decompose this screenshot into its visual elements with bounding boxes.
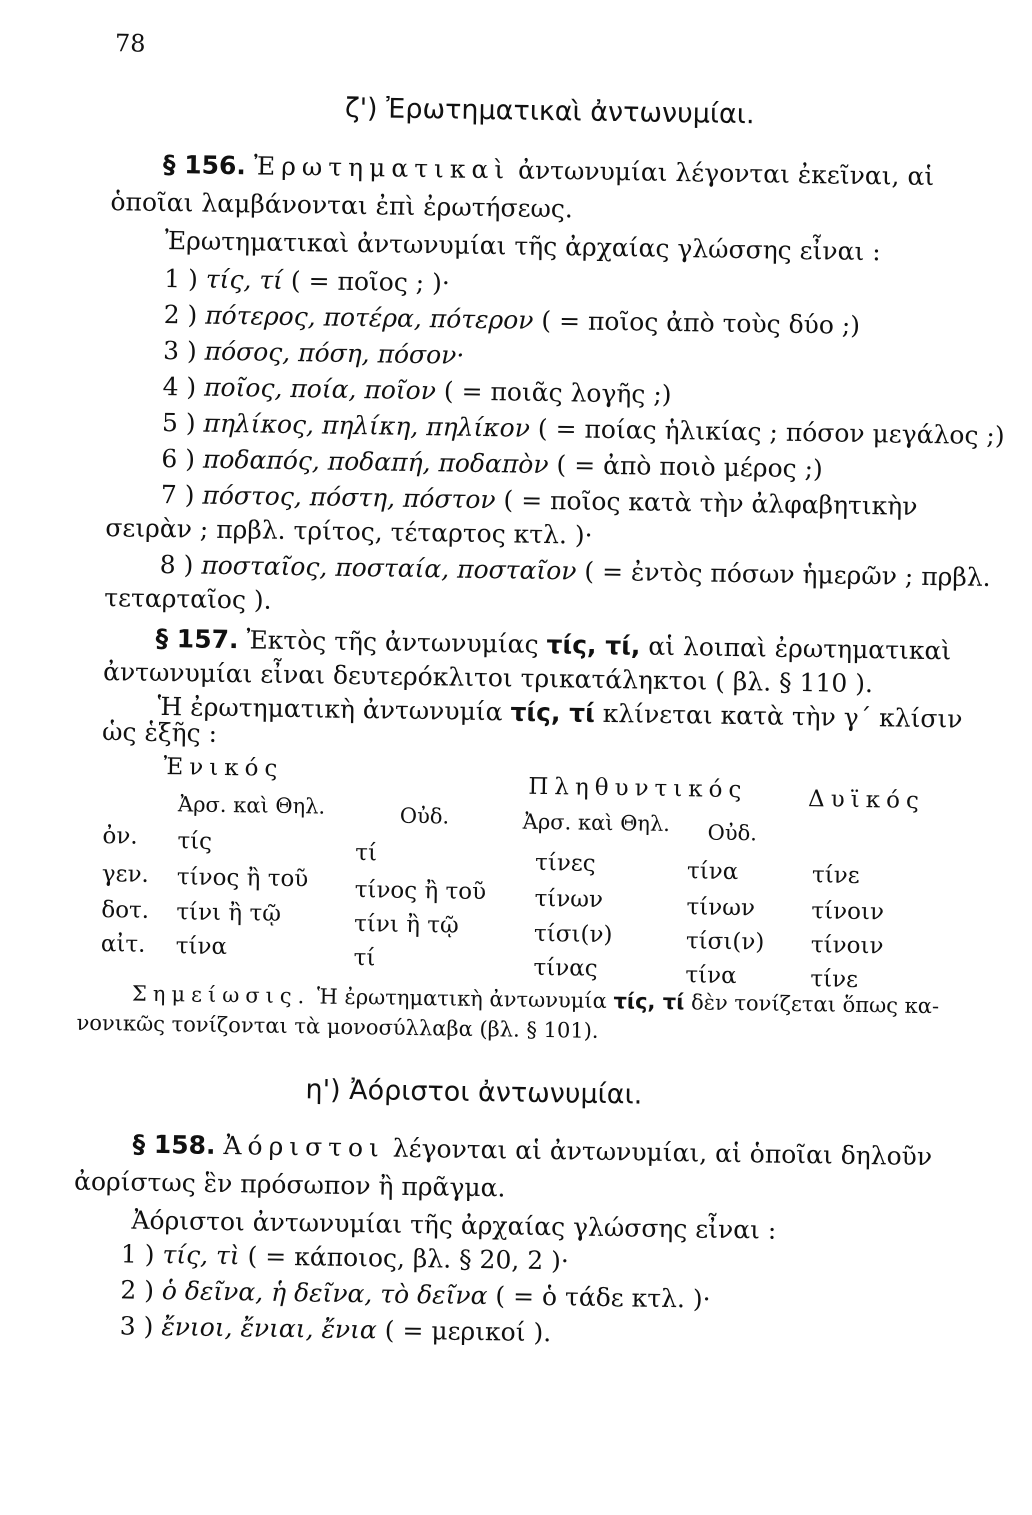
table-subheader-n-sg: Οὐδ. xyxy=(399,803,450,829)
list-item xyxy=(164,264,450,297)
table-cell: τί xyxy=(355,840,378,867)
item-gloss: ( = ἀπὸ ποιὸ μέρος ;) xyxy=(556,450,823,484)
item-number: 5 ) xyxy=(161,407,196,438)
case-label: ὀν. xyxy=(102,823,138,850)
list-item xyxy=(121,1239,569,1275)
item-number: 6 ) xyxy=(161,443,196,474)
paragraph-157-line2: ἀντωνυμίαι εἶναι δευτερόκλιτοι τρικατάληκτοι ( βλ. § 110 ). xyxy=(102,657,874,699)
table-cell: τίνων xyxy=(534,885,604,913)
item-forms: ποσταῖος, ποσταία, ποσταῖον xyxy=(201,550,577,586)
bold-term: τίς, τί, xyxy=(546,630,641,661)
case-label: αἰτ. xyxy=(100,931,146,958)
item-gloss: ( = ποίας ἡλικίας ; πόσον μεγάλος ;) xyxy=(537,413,1005,451)
table-header-plural: Πληθυντικός xyxy=(528,773,748,804)
table-cell: τίνος ἢ τοῦ xyxy=(176,864,309,893)
item-forms: πόστος, πόστη, πόστον xyxy=(202,480,496,515)
item-forms: πότερος, ποτέρα, πότερον xyxy=(205,300,534,335)
item-gloss: ( = ποῖος ἀπὸ τοὺς δύο ;) xyxy=(541,305,861,340)
paragraph-156-line2: ὁποῖαι λαμβάνονται ἐπὶ ἐρωτήσεως. xyxy=(110,187,574,224)
table-cell: τίνος ἢ τοῦ xyxy=(354,877,487,906)
item-forms: πηλίκος, πηλίκη, πηλίκον xyxy=(203,408,531,443)
item-number: 4 ) xyxy=(162,371,197,402)
text: Ἐκτὸς τῆς ἀντωνυμίας xyxy=(246,625,539,659)
case-label: δοτ. xyxy=(101,897,150,924)
item-number: 1 ) xyxy=(164,263,199,294)
table-subheader-mf-sg: Ἀρσ. καὶ Θηλ. xyxy=(177,792,326,819)
table-subheader-mf-pl: Ἀρσ. καὶ Θηλ. xyxy=(522,809,671,836)
section-mark-156: § 156. xyxy=(162,149,247,181)
item-number: 3 ) xyxy=(162,335,197,366)
text: Ἡ ἐρωτηματικὴ ἀντωνυμία xyxy=(316,984,607,1014)
table-cell: τίνοιν xyxy=(811,898,885,926)
item-number: 1 ) xyxy=(120,1239,155,1269)
text: αἱ λοιπαὶ ἐρωτηματικαὶ xyxy=(648,631,952,666)
list-item xyxy=(160,550,991,592)
note-line2: νονικῶς τονίζονται τὰ μονοσύλλαβα (βλ. § 101). xyxy=(76,1010,599,1043)
item-gloss: ( = ποῖος κατὰ τὴν ἀλφαβητικὴν xyxy=(503,485,918,521)
paragraph-158-line1 xyxy=(132,1130,932,1172)
list-item xyxy=(163,300,860,340)
list-item xyxy=(161,444,823,483)
list-item xyxy=(162,408,1005,450)
list-item xyxy=(161,480,918,521)
item-number: 2 ) xyxy=(120,1275,155,1305)
table-cell: τίνα xyxy=(685,962,737,990)
bold-term: τίς, τί xyxy=(613,989,685,1015)
item-number: 3 ) xyxy=(119,1311,154,1341)
item-number: 2 ) xyxy=(163,299,198,330)
spaced-term: Ἐρωτηματικαὶ xyxy=(253,151,511,185)
item-forms: πόσος, πόση, πόσον· xyxy=(204,336,465,370)
section-mark-158: § 158. xyxy=(132,1129,216,1160)
paragraph-158-line2: ἀορίστως ἓν πρόσωπον ἢ πρᾶγμα. xyxy=(73,1166,506,1203)
list-item xyxy=(163,336,465,370)
item-gloss: ( = ἐντὸς πόσων ἡμερῶν ; πρβλ. xyxy=(584,556,991,592)
item-gloss: ( = κάποιος, βλ. § 20, 2 )· xyxy=(247,1241,570,1276)
table-header-dual: Δυϊκός xyxy=(807,786,926,814)
item-forms: τίς, τὶ xyxy=(162,1240,240,1271)
table-cell: τίς xyxy=(177,828,213,855)
table-cell: τίνας xyxy=(533,954,598,982)
indefinite-intro: Ἀόριστοι ἀντωνυμίαι τῆς ἀρχαίας γλώσσης εἶναι : xyxy=(131,1205,777,1245)
paragraph-157-line3 xyxy=(157,692,962,734)
text: δὲν τονίζεται ὅπως κα- xyxy=(690,990,940,1019)
table-cell: τίνες xyxy=(534,849,596,877)
table-cell: τίνα xyxy=(686,858,739,886)
item-number: 7 ) xyxy=(160,479,195,510)
table-cell: τίνα xyxy=(175,933,228,961)
table-header-singular: Ἐνικός xyxy=(163,754,284,782)
table-cell: τίνι ἢ τῷ xyxy=(353,911,459,939)
list-item-continuation: σειρὰν ; πρβλ. τρίτος, τέταρτος κτλ. )· xyxy=(105,513,593,550)
table-cell: τίνε xyxy=(810,966,859,993)
item-number: 8 ) xyxy=(159,549,194,580)
item-forms: ποῖος, ποία, ποῖον xyxy=(203,372,437,406)
paragraph-157-line4: ὡς ἑξῆς : xyxy=(101,717,218,748)
text: κλίνεται κατὰ τὴν γ΄ κλίσιν xyxy=(602,698,963,734)
table-cell: τίνε xyxy=(811,862,860,889)
table-cell: τίνων xyxy=(686,894,756,922)
interrogative-intro: Ἐρωτηματικαὶ ἀντωνυμίαι τῆς ἀρχαίας γλώσσης εἶναι : xyxy=(164,225,881,267)
item-forms: τίς, τί xyxy=(205,264,284,295)
table-cell: τίνοιν xyxy=(810,932,884,960)
case-label: γεν. xyxy=(101,861,150,888)
bold-term: τίς, τί xyxy=(510,697,596,728)
list-item xyxy=(162,372,671,409)
note-label: Σημείωσις. xyxy=(131,981,311,1009)
table-cell: τίνι ἢ τῷ xyxy=(176,899,282,927)
list-item-continuation: τεταρταῖος ). xyxy=(104,583,272,615)
text: λέγονται αἱ ἀντωνυμίαι, αἱ ὁποῖαι δηλοῦν xyxy=(392,1133,933,1172)
list-item xyxy=(120,1275,711,1313)
table-subheader-n-pl: Οὐδ. xyxy=(707,820,758,846)
table-cell: τί xyxy=(353,945,376,972)
text: Ἡ ἐρωτηματικὴ ἀντωνυμία xyxy=(157,691,503,727)
spaced-term: Ἀόριστοι xyxy=(223,1131,386,1163)
section-mark-157: § 157. xyxy=(155,623,239,655)
page-number: 78 xyxy=(114,29,146,58)
item-gloss: ( = μερικοί ). xyxy=(384,1315,552,1348)
table-cell: τίσι(ν) xyxy=(685,928,765,956)
text: ἀντωνυμίαι λέγονται ἐκεῖναι, αἱ xyxy=(517,155,935,192)
list-item xyxy=(120,1311,552,1347)
item-gloss: ( = ποιᾶς λογῆς ;) xyxy=(443,376,672,409)
paragraph-156-line1 xyxy=(163,150,935,191)
item-forms: ὁ δεῖνα, ἡ δεῖνα, τὸ δεῖνα xyxy=(161,1276,488,1311)
table-cell: τίσι(ν) xyxy=(533,920,613,949)
section-heading-indefinite: η') Ἀόριστοι ἀντωνυμίαι. xyxy=(305,1074,643,1111)
item-gloss: ( = ποῖος ; )· xyxy=(290,265,451,298)
item-gloss: ( = ὁ τάδε κτλ. )· xyxy=(495,1281,711,1314)
item-forms: ἔνιοι, ἔνιαι, ἔνια xyxy=(161,1312,378,1345)
item-forms: ποδαπός, ποδαπή, ποδαπὸν xyxy=(202,444,549,480)
section-heading-interrogative: ζ') Ἐρωτηματικαὶ ἀντωνυμίαι. xyxy=(344,92,755,131)
